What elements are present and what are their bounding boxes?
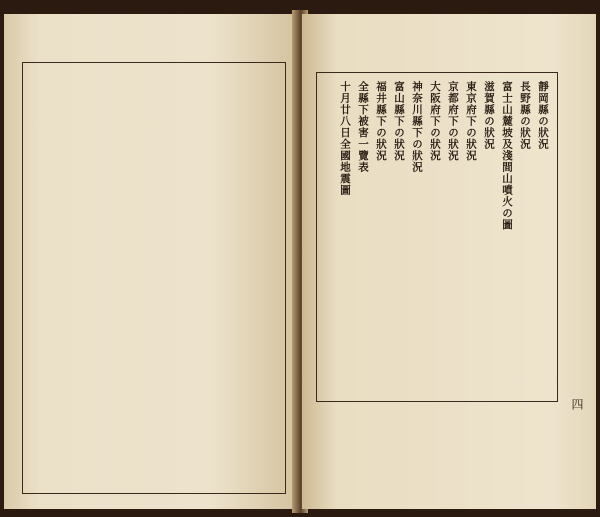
body-text-frame (22, 62, 286, 494)
toc-entry: 福井縣下の狀況 (375, 81, 387, 162)
toc-entry: 滋賀縣の狀況 (483, 81, 495, 150)
toc-entry: 富山縣下の狀況 (393, 81, 405, 162)
toc-entry: 大阪府下の狀況 (429, 81, 441, 162)
toc-entry: 神奈川縣下の狀況 (411, 81, 423, 173)
right-page (302, 14, 596, 509)
table-of-contents (316, 72, 558, 402)
toc-entry: 京都府下の狀況 (447, 81, 459, 162)
toc-entry: 長野縣の狀況 (519, 81, 531, 150)
toc-entry: 富士山麓坡及淺間山噴火の圖 (501, 81, 513, 231)
toc-entry: 東京府下の狀況 (465, 81, 477, 162)
left-page (4, 14, 298, 509)
toc-entry: 十月廿八日全國地震圖 (339, 81, 351, 196)
body-text (29, 69, 279, 487)
page-number: 四 (570, 398, 584, 410)
toc-entry: 靜岡縣の狀況 (537, 81, 549, 150)
toc-entries (335, 81, 551, 389)
toc-entry: 全縣下被害一覽表 (357, 81, 369, 173)
